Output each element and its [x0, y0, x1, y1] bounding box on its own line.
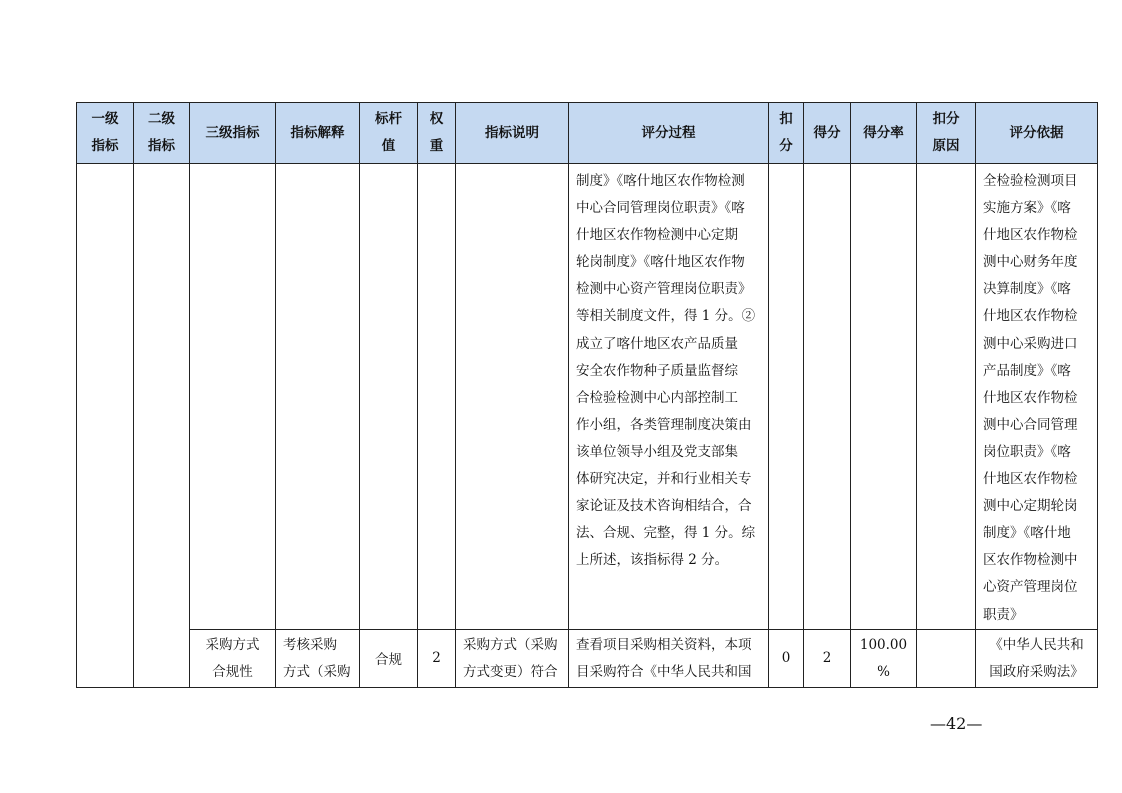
evaluation-table: [76, 102, 1098, 688]
deduction-cell: [769, 164, 804, 630]
text-line: 制度》《喀什地: [983, 525, 1071, 542]
table-row: [77, 164, 1098, 630]
text-line: 合检验检测中心内部控制工: [576, 389, 738, 406]
header-level1: 一级 指标: [77, 103, 134, 164]
text-line: 体研究决定，并和行业相关专: [576, 471, 752, 488]
header-deduction-reason: 扣分 原因: [917, 103, 976, 164]
text-line: 家论证及技术咨询相结合，合: [576, 498, 752, 515]
deduction-reason-procurement-cell: [917, 629, 976, 687]
text-line: 制度》《喀什地区农作物检测: [576, 173, 745, 189]
table-row: [77, 629, 1098, 687]
scoring-process-cell: [569, 164, 769, 630]
explanation-procurement-cell: 考核采购 方式（采购: [276, 629, 360, 687]
page-number: —42—: [930, 714, 983, 733]
text-line: 安全农作物种子质量监督综: [576, 362, 738, 379]
header-benchmark: 标杆 值: [360, 103, 418, 164]
deduction-procurement-cell: 0: [769, 629, 804, 687]
weight-procurement-cell: 2: [418, 629, 456, 687]
text-line: 测中心财务年度: [983, 254, 1078, 271]
text-line: 检测中心资产管理岗位职责》: [576, 281, 752, 298]
text-line: 该单位领导小组及党支部集: [576, 443, 738, 460]
scoring-process-procurement-cell: 查看项目采购相关资料，本项 目采购符合《中华人民共和国: [569, 629, 769, 687]
text-line: 什地区农作物检测中心定期: [576, 227, 738, 244]
basis-cell: [976, 164, 1098, 630]
text-line: 什地区农作物检: [983, 227, 1078, 244]
text-line: 全检验检测项目: [983, 173, 1078, 189]
benchmark-procurement-cell: 合规: [360, 629, 418, 687]
text-line: 作小组，各类管理制度决策由: [576, 416, 752, 433]
text-line: 什地区农作物检: [983, 308, 1078, 325]
header-level2: 二级 指标: [134, 103, 190, 164]
description-procurement-cell: 采购方式（采购 方式变更）符合: [456, 629, 569, 687]
text-line: 成立了喀什地区农产品质量: [576, 335, 738, 352]
text-line: 法、合规、完整，得 1 分。综: [576, 525, 756, 542]
header-score-rate: 得分率: [851, 103, 917, 164]
deduction-reason-cell: [917, 164, 976, 630]
basis-procurement-cell: 《中华人民共和 国政府采购法》: [976, 629, 1098, 687]
weight-cell: [418, 164, 456, 630]
text-line: 测中心采购进口: [983, 335, 1078, 352]
header-description: 指标说明: [456, 103, 569, 164]
text-line: 测中心合同管理: [983, 416, 1078, 433]
text-line: 什地区农作物检: [983, 389, 1078, 406]
score-rate-cell: [851, 164, 917, 630]
text-line: 岗位职责》《喀: [983, 443, 1071, 460]
text-line: 决算制度》《喀: [983, 281, 1071, 298]
level3-procurement-cell: 采购方式 合规性: [190, 629, 276, 687]
level3-cell: [190, 164, 276, 630]
header-scoring-process: 评分过程: [569, 103, 769, 164]
level1-cell: [77, 164, 134, 688]
text-line: 轮岗制度》《喀什地区农作物: [576, 254, 745, 271]
level2-cell: [134, 164, 190, 688]
header-deduction: 扣 分: [769, 103, 804, 164]
text-line: 中心合同管理岗位职责》《喀: [576, 200, 745, 217]
score-cell: [804, 164, 851, 630]
text-line: 上所述，该指标得 2 分。: [576, 552, 729, 569]
header-level3: 三级指标: [190, 103, 276, 164]
score-procurement-cell: 2: [804, 629, 851, 687]
score-rate-procurement-cell: 100.00 %: [851, 629, 917, 687]
header-weight: 权 重: [418, 103, 456, 164]
description-cell: [456, 164, 569, 630]
text-line: 等相关制度文件，得 1 分。②: [576, 308, 756, 325]
explanation-cell: [276, 164, 360, 630]
text-line: 测中心定期轮岗: [983, 498, 1078, 515]
header-row: [77, 103, 1098, 164]
text-line: 什地区农作物检: [983, 471, 1078, 488]
benchmark-cell: [360, 164, 418, 630]
text-line: 区农作物检测中: [983, 552, 1078, 569]
text-line: 实施方案》《喀: [983, 200, 1071, 217]
text-line: 职责》: [983, 606, 1024, 623]
text-line: 心资产管理岗位: [983, 579, 1078, 596]
header-basis: 评分依据: [976, 103, 1098, 164]
header-score: 得分: [804, 103, 851, 164]
text-line: 产品制度》《喀: [983, 362, 1071, 379]
header-explanation: 指标解释: [276, 103, 360, 164]
